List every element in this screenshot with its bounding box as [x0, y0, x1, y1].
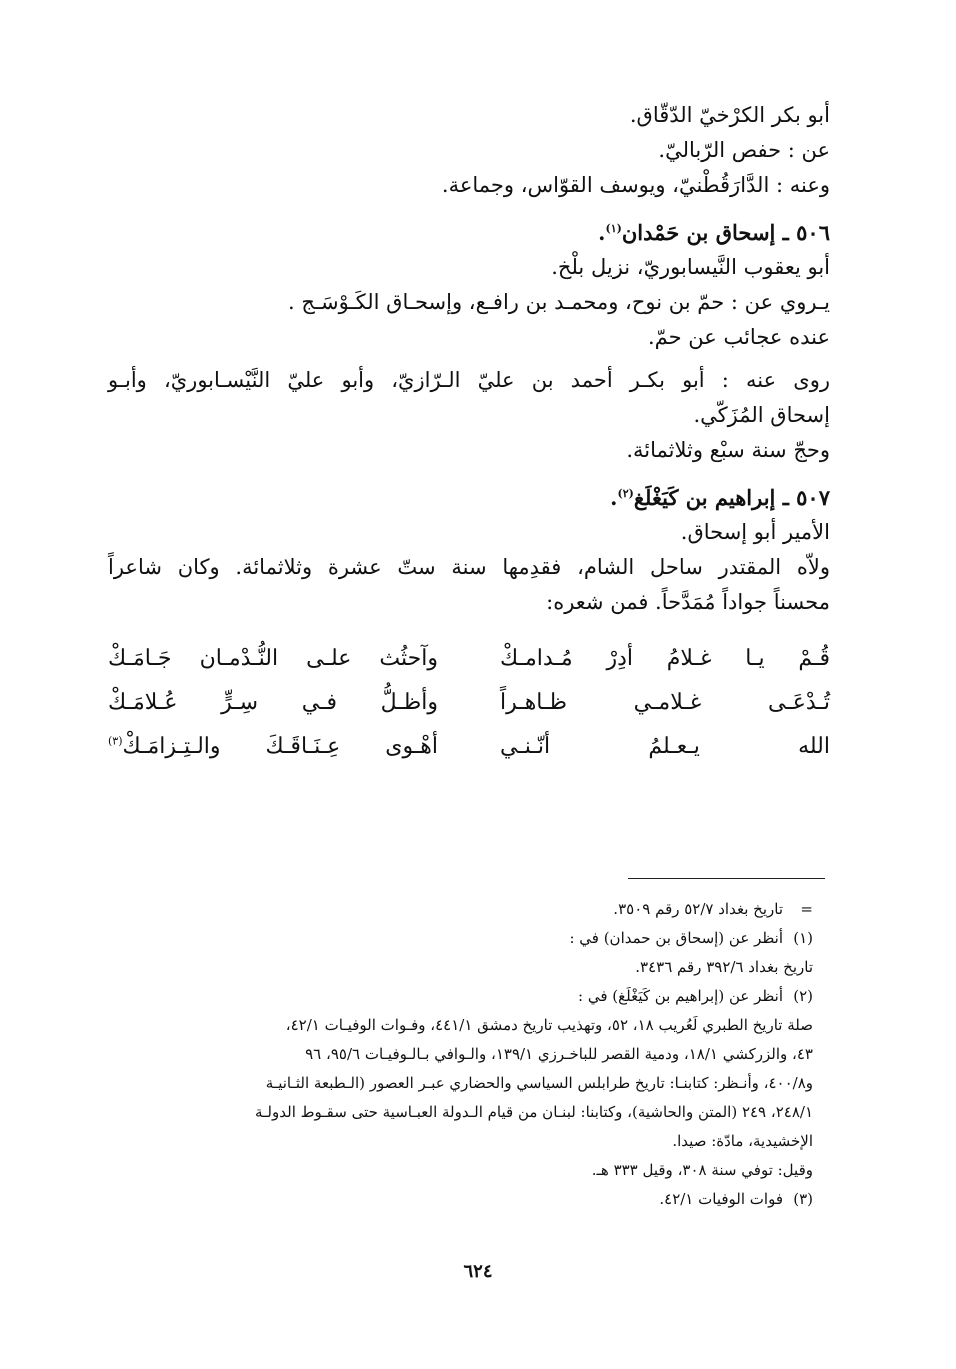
footnote-2-line: ٢٤٨/١، ٢٤٩ (المتن والحاشية)، وكتابنا: لبنـان من قيام الـدولة العبـاسية حتى سقـوط الدولـة [255, 1103, 813, 1121]
verse-row [108, 636, 830, 680]
footnote-2-line: الإخشيدية، مادّة: صيدا. [672, 1132, 813, 1150]
verse-first-hemistich: الله يـعـلمُ أنّـنـي [500, 733, 830, 759]
footnote-number: (١) [793, 929, 813, 947]
page-number: ٦٢٤ [463, 1261, 493, 1282]
footnotes [108, 895, 813, 1214]
entry-507-title: ٥٠٧ ـ إبراهيم بن كَيَغْلَغ [633, 485, 830, 510]
footnote-divider [628, 878, 825, 879]
verse-second-hemistich: وأظـلُّ فـي سِـرٍّ عُـلامَـكْ [108, 689, 438, 715]
footnote-number: (٢) [793, 987, 813, 1005]
text-line: محسناً جواداً مُمَدَّحاً. فمن شعره: [546, 590, 830, 614]
entry-506-heading [108, 211, 830, 250]
footnote-number: (٣) [793, 1190, 813, 1208]
text-line: ولاّه المقتدر ساحل الشام، فقدِمها سنة ستّ عشرة وثلاثمائة. وكان شاعراً [108, 555, 830, 579]
entry-507-period: . [610, 485, 618, 510]
verse-second-hemistich: وآحثُث علـى النُّـدْمـان جَـامَـكْ [108, 645, 438, 671]
footnote-2-line: وقيل: توفي سنة ٣٠٨، وقيل ٣٣٣ هـ. [591, 1161, 813, 1179]
footnote-1-line: تاريخ بغداد ٣٩٢/٦ رقم ٣٤٣٦. [635, 958, 813, 976]
verse-row [108, 724, 830, 768]
main-text [108, 98, 830, 768]
footnote-2: (٢) أنظر عن (إبراهيم بن كَيَغْلَغ) في : [108, 982, 813, 1011]
footnote-ref-1: (١) [605, 222, 622, 235]
text-line: أبو بكر الكرْخيّ الدّقّاق. [629, 103, 830, 127]
text-line: وعنه : الدَّارَقُطْنيّ، ويوسف القوّاس، وجماعة. [441, 173, 830, 197]
text-line: إسحاق المُزَكّي. [693, 403, 830, 427]
footnote-3: (٣) فوات الوفيات ٤٢/١. [108, 1185, 813, 1214]
footnote-2-line: صلة تاريخ الطبري لَعُريب ١٨، ٥٢، وتهذيب تاريخ دمشق ٤٤١/١، وفـوات الوفيـات ٤٢/١، [285, 1016, 813, 1034]
text-line: وحجّ سنة سبْع وثلاثمائة. [626, 438, 830, 462]
footnote-2-line: و٤٠٠/٨، وأنـظر: كتابنـا: تاريخ طرابلس السياسي والحضاري عبـر العصور (الـطبعة الثـانيـة [265, 1074, 813, 1092]
text-line: أبو يعقوب النَّيسابوريّ، نزيل بلْخ. [551, 255, 830, 279]
footnote-ref-3: (٣) [108, 734, 123, 748]
entry-506-period: . [598, 220, 606, 245]
poem [108, 636, 830, 768]
entry-506-title: ٥٠٦ ـ إسحاق بن حَمْدان [621, 220, 830, 245]
footnote-ref-2: (٢) [617, 487, 634, 500]
footnote-2-line: ٤٣، والزركشي ١٨/١، ودمية القصر للباخـرزي ١٣٩/١، والـوافي بـالـوفيـات ٩٥/٦، ٩٦ [305, 1045, 813, 1063]
verse-first-hemistich: تُـدْعَـى غـلامـي ظـاهـراً [500, 689, 830, 715]
footnote-continuation: = تاريخ بغداد ٥٢/٧ رقم ٣٥٠٩. [108, 895, 813, 924]
text-line: عن : حفص الرّباليّ. [658, 138, 830, 162]
text-line: يـروي عن : حمّ بن نوح، ومحمـد بن رافـع، وإسحـاق الكَـوْسَـج . [288, 290, 830, 314]
verse-first-hemistich: قُـمْ يـا غـلامُ أدِرْ مُـدامـكْ [500, 645, 830, 671]
footnote-1: (١) أنظر عن (إسحاق بن حمدان) في : [108, 924, 813, 953]
entry-507-heading [108, 476, 830, 515]
text-line: روى عنه : أبو بكـر أحمد بن عليّ الـرّازيّ، وأبو عليّ النَّيْسـابوريّ، وأبـو [108, 368, 830, 392]
text-line: عنده عجائب عن حمّ. [647, 325, 830, 349]
verse-second-hemistich: أهْـوى عِـنَـاقَـكَ والـتِـزامَـكْ$^{(٣)}$ [108, 733, 438, 759]
text-line: الأمير أبو إسحاق. [680, 520, 830, 544]
verse-row [108, 680, 830, 724]
continuation-mark: = [800, 900, 813, 918]
